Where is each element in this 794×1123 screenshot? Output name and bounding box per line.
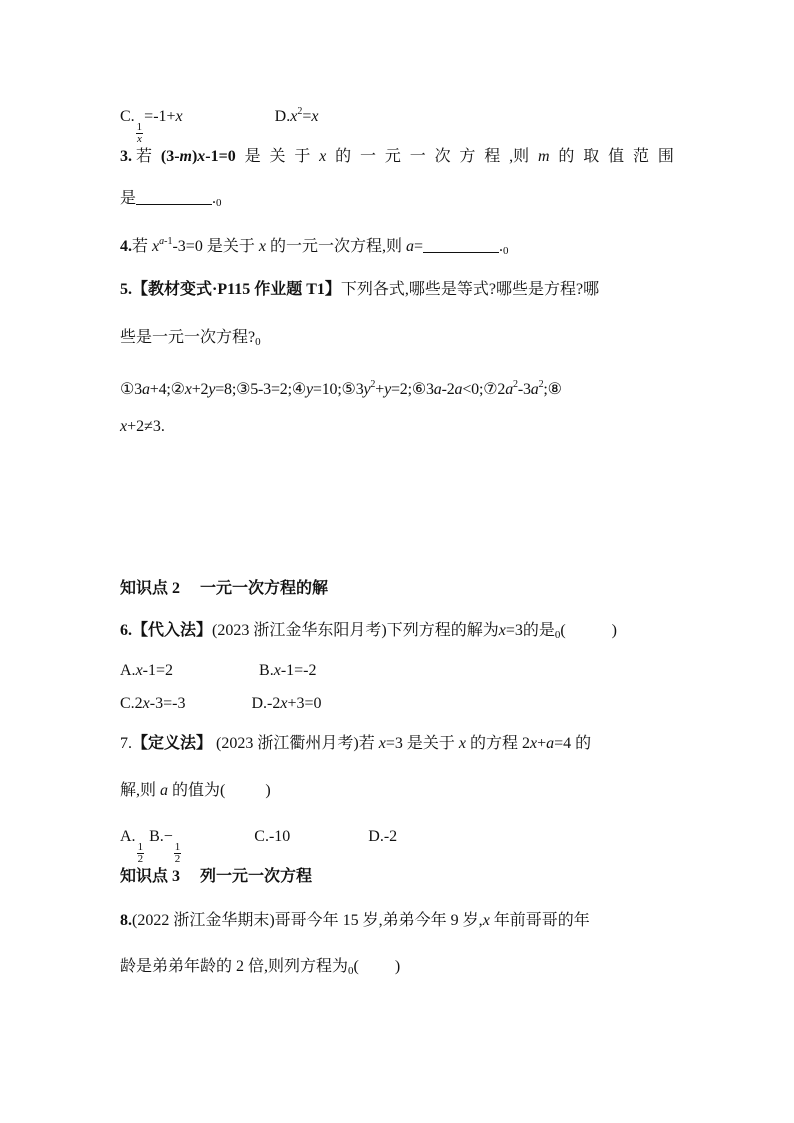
section-heading-3: 知识点 3 列一元一次方程 — [120, 868, 313, 885]
question-7-line-2: 解,则 a 的值为( ) — [120, 782, 271, 799]
option-d[interactable]: D.-2x+3=0 — [251, 695, 322, 712]
question-tag: 【定义法】 — [132, 735, 213, 752]
question-3-line-2: 是 .0 — [120, 190, 222, 209]
question-number: 4. — [120, 238, 132, 255]
answer-blank[interactable] — [136, 188, 212, 205]
fraction: $\frac{1}{2}$ — [137, 841, 144, 865]
question-3-line-1: 3. 若 (3-m)x-1=0 是 关 于 x 的 一 元 一 次 方 程 ,则 m 的 取 值 范 围 — [120, 148, 674, 165]
question-5-line-2: 些是一元一次方程?0 — [120, 329, 261, 348]
option-a[interactable]: A.x-1=2 — [120, 662, 174, 679]
question-number: 5. — [120, 281, 132, 298]
option-d[interactable]: $D.x^2=x$ — [274, 106, 319, 125]
question-7-line-1: 7.【定义法】 (2023 浙江衢州月考)若 x=3 是关于 x 的方程 2x+a=4 的 — [120, 735, 592, 752]
question-6: 6.【代入法】(2023 浙江金华东阳月考)下列方程的解为x=3的是0( ) — [120, 622, 617, 641]
question-5-items: $①3a+4;②x+2y=8;③5-3=2;④y=10;⑤3y^2+y=2;⑥3a-2a<0;⑦2a^2-3a^2;⑧$ — [120, 379, 562, 398]
question-number: 3. — [120, 148, 132, 165]
question-6-options-row-1 — [120, 660, 317, 682]
question-tag: 【代入法】 — [132, 622, 213, 639]
question-8-line-2: 龄是弟弟年龄的 2 倍,则列方程为0( ) — [120, 958, 401, 977]
option-b[interactable]: B.− $\frac{1}{2}$ — [149, 828, 181, 865]
option-d[interactable]: D.-2 — [368, 828, 398, 845]
answer-blank[interactable] — [423, 236, 499, 253]
question-source: (2022 浙江金华期末) — [132, 912, 275, 929]
question-8-line-1: 8.(2022 浙江金华期末)哥哥今年 15 岁,弟弟今年 9 岁,x 年前哥哥的年 — [120, 912, 590, 929]
q2-options-row — [120, 101, 318, 145]
question-5-line-1: 5.【教材变式·P115 作业题 T1】下列各式,哪些是等式?哪些是方程?哪 — [120, 281, 600, 298]
question-source: (2023 浙江金华东阳月考) — [212, 622, 387, 639]
option-c[interactable]: C.2x-3=-3 — [120, 695, 186, 712]
question-4: 4.若 $x^{a-1}-3=0$ 是关于 x 的一元一次方程,则 a= .0 — [120, 236, 509, 257]
option-c[interactable]: C. $\frac{1}{x}$ =-1+x — [120, 108, 183, 145]
question-source: (2023 浙江衢州月考) — [216, 735, 359, 752]
question-6-options-row-2 — [120, 693, 322, 715]
option-c[interactable]: C.-10 — [254, 828, 291, 845]
question-7-options — [120, 826, 397, 865]
fraction: $\frac{1}{x}$ — [136, 121, 143, 145]
option-a[interactable]: A. $\frac{1}{2}$ — [120, 828, 144, 865]
question-tag: 【教材变式·P115 作业题 T1】 — [132, 281, 341, 298]
question-number: 6. — [120, 622, 132, 639]
question-5-items-line-2: x+2≠3. — [120, 418, 165, 435]
fraction: $\frac{1}{2}$ — [174, 841, 181, 865]
question-number: 7. — [120, 735, 132, 752]
option-b[interactable]: B.x-1=-2 — [259, 662, 317, 679]
question-number: 8. — [120, 912, 132, 929]
section-heading-2: 知识点 2 一元一次方程的解 — [120, 580, 329, 597]
